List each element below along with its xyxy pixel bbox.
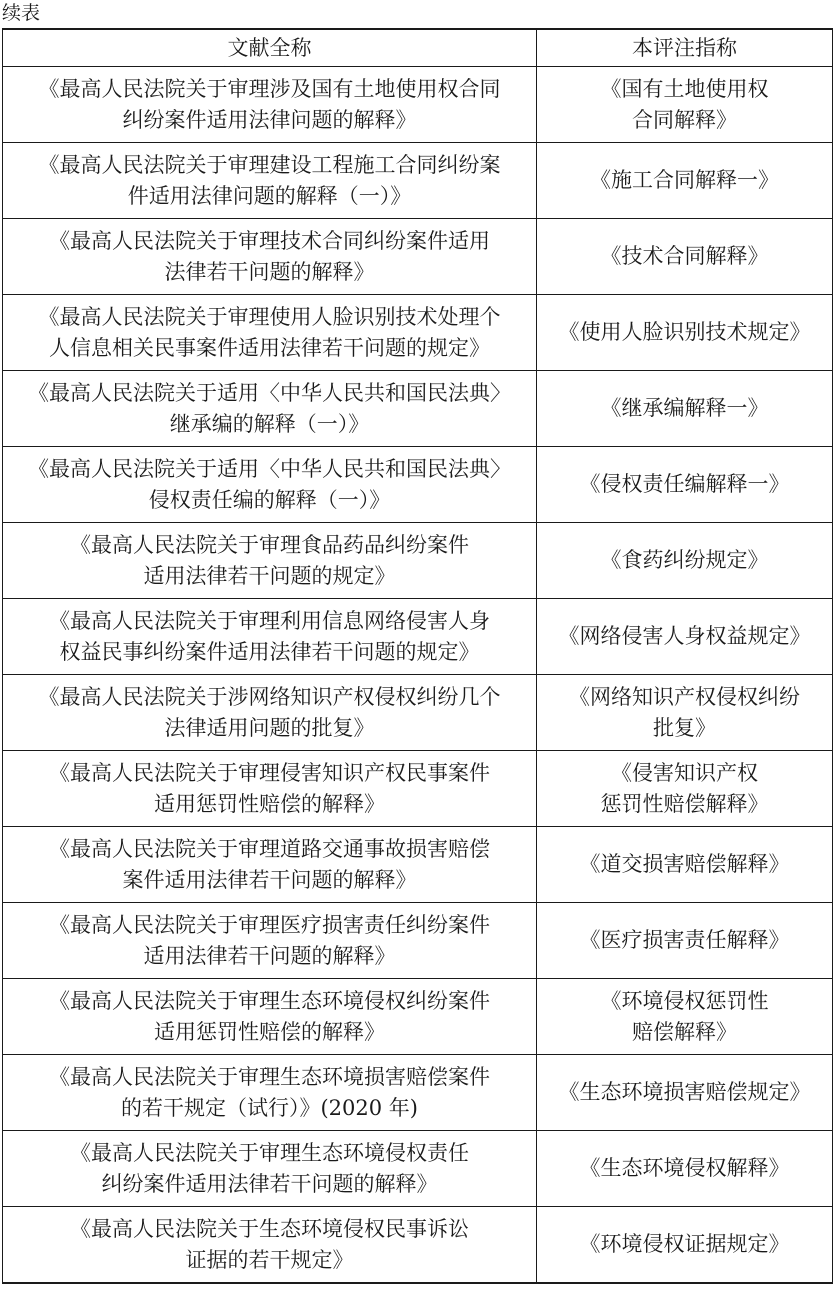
- full-name-cell-line: 《最高人民法院关于适用〈中华人民共和国民法典〉: [28, 456, 511, 481]
- full-name-cell-line: 件适用法律问题的解释（一）》: [127, 183, 412, 208]
- short-name-cell: [537, 523, 833, 599]
- short-name-cell-line: 《环境侵权惩罚性: [600, 988, 769, 1013]
- full-name-cell: [3, 751, 537, 827]
- full-name-cell-line: 纠纷案件适用法律问题的解释》: [122, 107, 417, 132]
- full-name-cell: [3, 523, 537, 599]
- short-name-cell-line: 《侵权责任编解释一》: [579, 472, 790, 496]
- full-name-cell-line: 的若干规定（试行）》(2020 年): [120, 1095, 418, 1120]
- short-name-cell: [537, 599, 833, 675]
- full-name-cell: [3, 67, 537, 143]
- full-name-cell-line: 《最高人民法院关于审理道路交通事故损害赔偿: [49, 836, 490, 861]
- full-name-cell-line: 案件适用法律若干问题的解释》: [122, 867, 417, 892]
- full-name-cell-line: 继承编的解释（一）》: [169, 411, 370, 436]
- short-name-cell: [537, 447, 833, 523]
- short-name-cell-line: 《继承编解释一》: [600, 396, 769, 420]
- full-name-cell-line: 《最高人民法院关于审理生态环境侵权纠纷案件: [49, 988, 490, 1013]
- full-name-cell-line: 《最高人民法院关于适用〈中华人民共和国民法典〉: [28, 380, 511, 405]
- full-name-cell: [3, 827, 537, 903]
- header-short-name: 本评注指称: [537, 29, 833, 67]
- full-name-cell: [3, 1131, 537, 1207]
- full-name-cell-line: 权益民事纠纷案件适用法律若干问题的规定》: [59, 639, 480, 664]
- short-name-cell: [537, 1055, 833, 1131]
- table-header-row: [3, 29, 833, 67]
- short-name-cell: [537, 979, 833, 1055]
- full-name-cell: [3, 903, 537, 979]
- short-name-cell: [537, 295, 833, 371]
- short-name-cell: [537, 219, 833, 295]
- table-row: [3, 827, 833, 903]
- full-name-cell-line: 《最高人民法院关于审理食品药品纠纷案件: [70, 532, 469, 557]
- full-name-cell-line: 侵权责任编的解释（一）》: [148, 487, 391, 512]
- full-name-cell-line: 《最高人民法院关于审理生态环境侵权责任: [70, 1140, 469, 1165]
- full-name-cell-line: 《最高人民法院关于审理侵害知识产权民事案件: [49, 760, 490, 785]
- full-name-cell-line: 《最高人民法院关于审理生态环境损害赔偿案件: [49, 1064, 490, 1089]
- short-name-cell: [537, 675, 833, 751]
- short-name-cell-line: 《网络侵害人身权益规定》: [558, 624, 811, 648]
- full-name-cell-line: 《最高人民法院关于审理涉及国有土地使用权合同: [38, 76, 501, 101]
- full-name-cell: [3, 979, 537, 1055]
- table-row: [3, 447, 833, 523]
- table-row: [3, 371, 833, 447]
- short-name-cell-line: 《道交损害赔偿解释》: [579, 852, 790, 876]
- full-name-cell: [3, 1207, 537, 1284]
- short-name-cell-line: 《食药纠纷规定》: [600, 548, 769, 572]
- short-name-cell-line: 《环境侵权证据规定》: [579, 1232, 790, 1256]
- short-name-cell-line: 《国有土地使用权: [600, 76, 769, 101]
- short-name-cell: [537, 67, 833, 143]
- short-name-cell-line: 《网络知识产权侵权纠纷: [569, 684, 800, 709]
- full-name-cell-line: 人信息相关民事案件适用法律若干问题的规定》: [49, 335, 490, 360]
- full-name-cell-line: 纠纷案件适用法律若干问题的解释》: [101, 1171, 438, 1196]
- short-name-cell: [537, 1131, 833, 1207]
- full-name-cell: [3, 599, 537, 675]
- full-name-cell-line: 法律适用问题的批复》: [164, 715, 375, 740]
- short-name-cell: [537, 1207, 833, 1284]
- full-name-cell: [3, 1055, 537, 1131]
- short-name-cell-line: 《侵害知识产权: [611, 760, 758, 785]
- short-name-cell: [537, 143, 833, 219]
- short-name-cell-line: 合同解释》: [632, 107, 737, 132]
- full-name-cell: [3, 675, 537, 751]
- full-name-cell-line: 证据的若干规定》: [185, 1247, 354, 1272]
- short-name-cell-line: 批复》: [653, 715, 716, 740]
- full-name-cell-line: 《最高人民法院关于生态环境侵权民事诉讼: [70, 1216, 469, 1241]
- short-name-cell-line: 《使用人脸识别技术规定》: [558, 320, 811, 344]
- table-row: [3, 67, 833, 143]
- table-row: [3, 219, 833, 295]
- table-row: [3, 903, 833, 979]
- table-row: [3, 523, 833, 599]
- table-row: [3, 1207, 833, 1284]
- short-name-cell: [537, 751, 833, 827]
- table-caption: 续表: [2, 2, 41, 24]
- full-name-cell-line: 适用惩罚性赔偿的解释》: [154, 1019, 385, 1044]
- full-name-cell: [3, 295, 537, 371]
- table-row: [3, 751, 833, 827]
- full-name-cell-line: 《最高人民法院关于审理医疗损害责任纠纷案件: [49, 912, 490, 937]
- table-row: [3, 295, 833, 371]
- full-name-cell-line: 《最高人民法院关于审理建设工程施工合同纠纷案: [38, 152, 501, 177]
- table-row: [3, 979, 833, 1055]
- short-name-cell-line: 《施工合同解释一》: [590, 168, 779, 192]
- short-name-cell: [537, 371, 833, 447]
- full-name-cell-line: 《最高人民法院关于涉网络知识产权侵权纠纷几个: [38, 684, 501, 709]
- short-name-cell: [537, 903, 833, 979]
- full-name-cell: [3, 219, 537, 295]
- table-row: [3, 675, 833, 751]
- full-name-cell-line: 适用惩罚性赔偿的解释》: [154, 791, 385, 816]
- full-name-cell: [3, 143, 537, 219]
- table-row: [3, 599, 833, 675]
- short-name-cell-line: 《生态环境侵权解释》: [579, 1156, 790, 1180]
- full-name-cell-line: 《最高人民法院关于审理利用信息网络侵害人身: [49, 608, 490, 633]
- short-name-cell-line: 《生态环境损害赔偿规定》: [558, 1080, 811, 1104]
- full-name-cell-line: 法律若干问题的解释》: [164, 259, 375, 284]
- table-row: [3, 143, 833, 219]
- short-name-cell-line: 惩罚性赔偿解释》: [600, 791, 769, 816]
- short-name-cell-line: 《医疗损害责任解释》: [579, 928, 790, 952]
- full-name-cell-line: 适用法律若干问题的解释》: [143, 943, 396, 968]
- table-row: [3, 1131, 833, 1207]
- short-name-cell-line: 赔偿解释》: [632, 1019, 737, 1044]
- short-name-cell: [537, 827, 833, 903]
- full-name-cell: [3, 371, 537, 447]
- table-row: [3, 1055, 833, 1131]
- header-full-name: 文献全称: [3, 29, 537, 67]
- short-name-cell-line: 《技术合同解释》: [600, 244, 769, 268]
- full-name-cell: [3, 447, 537, 523]
- full-name-cell-line: 适用法律若干问题的规定》: [143, 563, 396, 588]
- full-name-cell-line: 《最高人民法院关于审理技术合同纠纷案件适用: [49, 228, 490, 253]
- table-body: [3, 67, 833, 1284]
- abbreviation-table: [2, 28, 833, 1284]
- full-name-cell-line: 《最高人民法院关于审理使用人脸识别技术处理个: [38, 304, 501, 329]
